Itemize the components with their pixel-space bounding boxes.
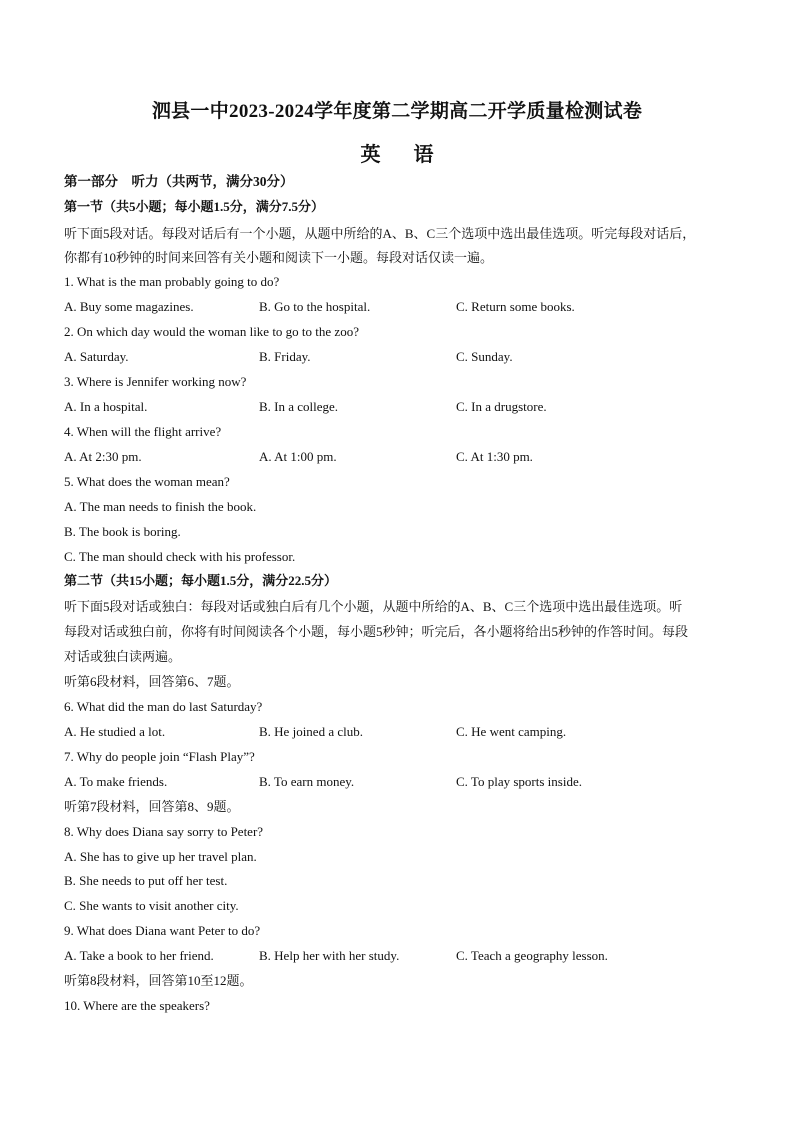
- option-c: C. Teach a geography lesson.: [456, 948, 608, 963]
- question-stem: 9. What does Diana want Peter to do?: [64, 923, 261, 938]
- option-c: C. At 1:30 pm.: [456, 449, 533, 464]
- question-stem: 10. Where are the speakers?: [64, 998, 210, 1013]
- question-stem: 5. What does the woman mean?: [64, 474, 230, 489]
- option-a: A. He studied a lot.: [64, 724, 166, 739]
- section2-instruction-line: 每段对话或独白前，你将有时间阅读各个小题，每小题5秒钟；听完后，各小题将给出5秒钟的作答时间。每段: [64, 624, 689, 639]
- question-stem: 8. Why does Diana say sorry to Peter?: [64, 824, 264, 839]
- question-stem: 3. Where is Jennifer working now?: [64, 374, 247, 389]
- option-c: C. In a drugstore.: [456, 399, 547, 414]
- option-a: A. Take a book to her friend.: [64, 948, 214, 963]
- option-b: B. Go to the hospital.: [259, 299, 371, 314]
- section2-instruction-line: 听下面5段对话或独白：每段对话或独白后有几个小题，从题中所给的A、B、C三个选项中选出最佳选项。听: [64, 599, 683, 614]
- option-a: A. She has to give up her travel plan.: [64, 849, 257, 864]
- option-b: A. At 1:00 pm.: [259, 449, 337, 464]
- part1-heading: 第一部分 听力（共两节，满分30分）: [64, 174, 294, 189]
- option-b: B. Help her with her study.: [259, 948, 400, 963]
- material-note: 听第6段材料，回答第6、7题。: [64, 674, 240, 689]
- option-c: C. To play sports inside.: [456, 774, 582, 789]
- question-stem: 1. What is the man probably going to do?: [64, 274, 280, 289]
- section1-instruction-line: 听下面5段对话。每段对话后有一个小题，从题中所给的A、B、C三个选项中选出最佳选项。听完每段对话后，: [64, 226, 696, 241]
- question-stem: 6. What did the man do last Saturday?: [64, 699, 263, 714]
- material-note: 听第8段材料，回答第10至12题。: [64, 973, 253, 988]
- option-a: A. Saturday.: [64, 349, 129, 364]
- subject-title: 英 语: [360, 144, 448, 166]
- option-c: C. Sunday.: [456, 349, 513, 364]
- option-a: A. At 2:30 pm.: [64, 449, 142, 464]
- exam-title: 泗县一中2023-2024学年度第二学期高二开学质量检测试卷: [151, 101, 643, 122]
- option-c: C. The man should check with his professor.: [64, 549, 296, 564]
- option-c: C. Return some books.: [456, 299, 575, 314]
- option-a: A. In a hospital.: [64, 399, 148, 414]
- section1-instruction-line: 你都有10秒钟的时间来回答有关小题和阅读下一小题。每段对话仅读一遍。: [64, 250, 494, 265]
- section1-heading: 第一节（共5小题；每小题1.5分，满分7.5分）: [64, 199, 325, 214]
- question-stem: 7. Why do people join “Flash Play”?: [64, 749, 255, 764]
- option-a: A. Buy some magazines.: [64, 299, 194, 314]
- material-note: 听第7段材料，回答第8、9题。: [64, 799, 240, 814]
- option-b: B. She needs to put off her test.: [64, 873, 228, 888]
- section2-heading: 第二节（共15小题；每小题1.5分，满分22.5分）: [64, 573, 338, 588]
- option-a: A. The man needs to finish the book.: [64, 499, 257, 514]
- option-b: B. The book is boring.: [64, 524, 181, 539]
- option-b: B. Friday.: [259, 349, 311, 364]
- option-b: B. In a college.: [259, 399, 339, 414]
- option-b: B. To earn money.: [259, 774, 355, 789]
- option-b: B. He joined a club.: [259, 724, 363, 739]
- question-stem: 4. When will the flight arrive?: [64, 424, 222, 439]
- option-a: A. To make friends.: [64, 774, 168, 789]
- option-c: C. He went camping.: [456, 724, 567, 739]
- section2-instruction-line: 对话或独白读两遍。: [64, 649, 182, 664]
- question-stem: 2. On which day would the woman like to go to the zoo?: [64, 324, 359, 339]
- option-c: C. She wants to visit another city.: [64, 898, 239, 913]
